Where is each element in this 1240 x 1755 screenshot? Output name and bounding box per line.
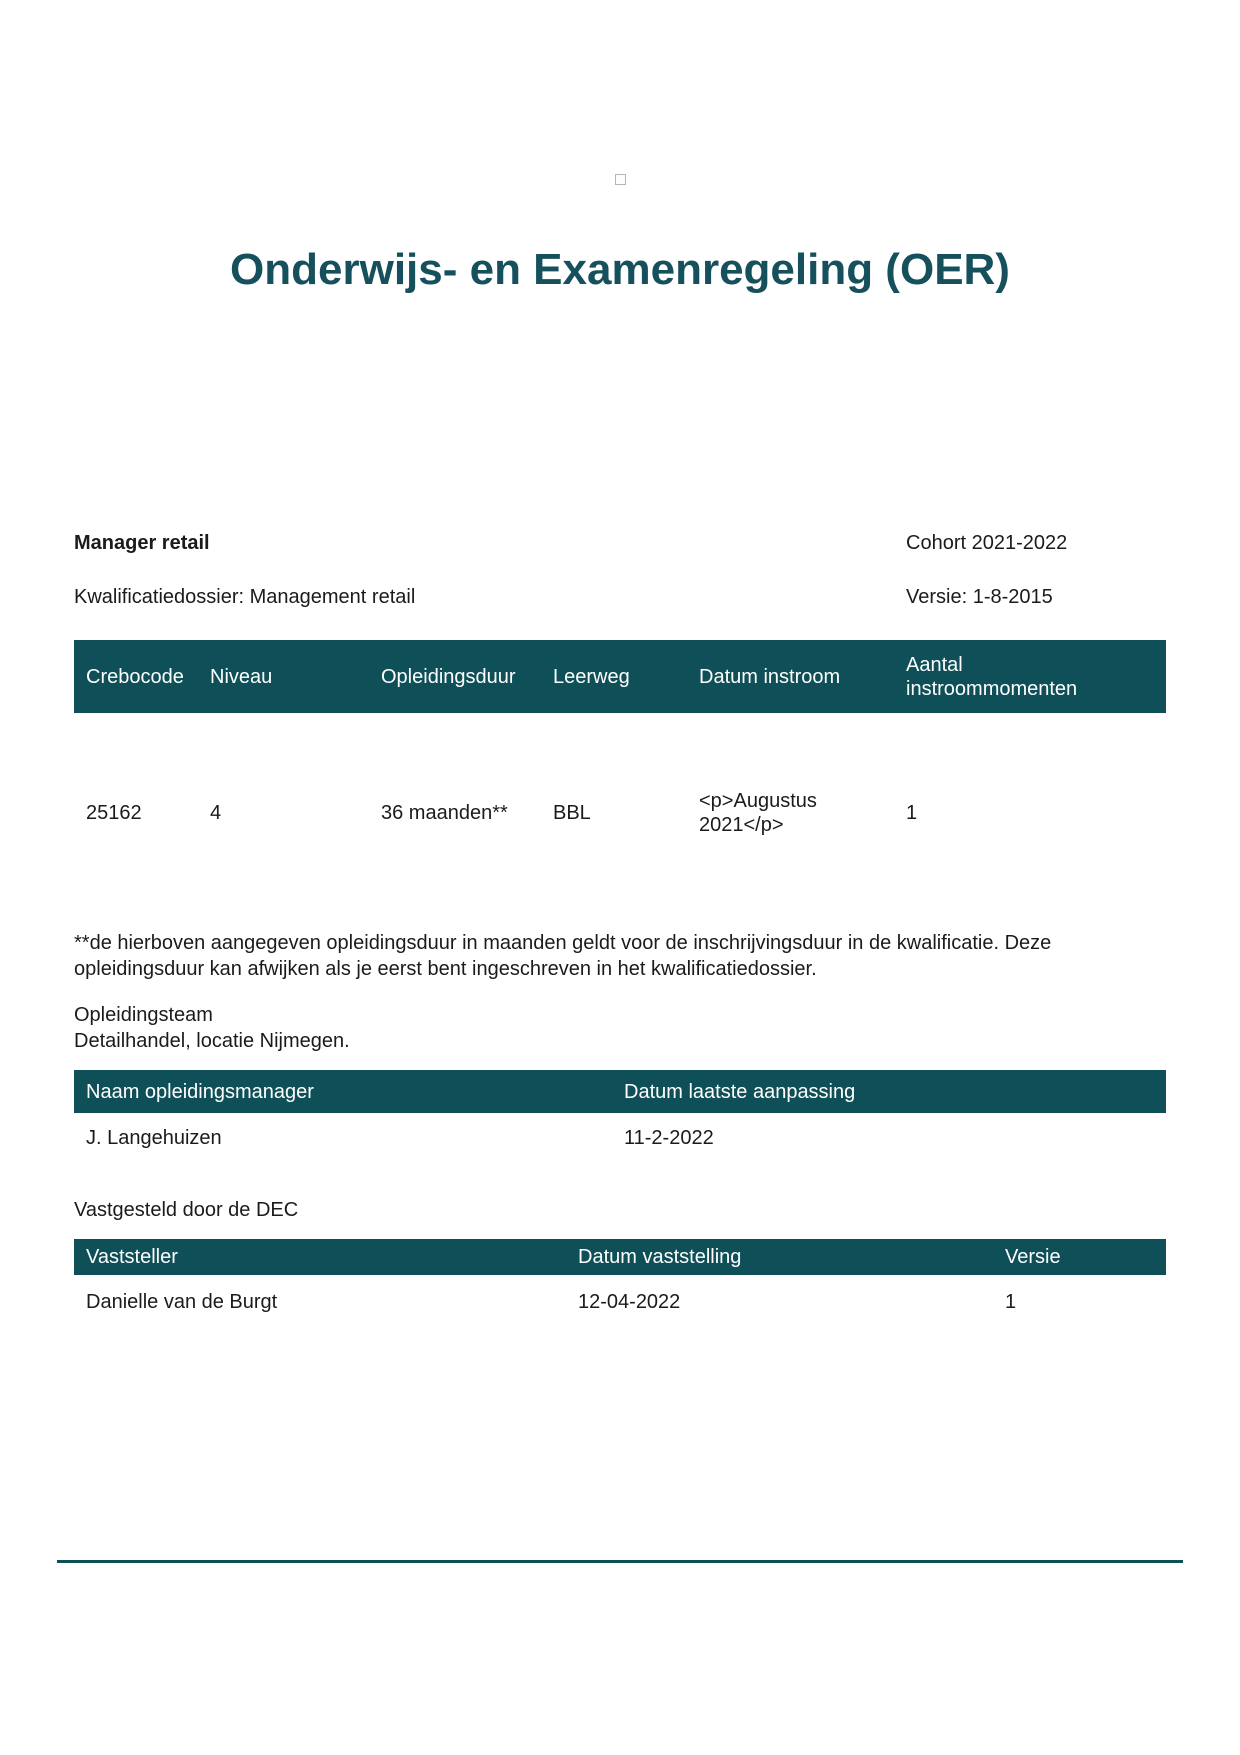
document-content [74,174,1166,1329]
vaststelling-table [74,1239,1166,1329]
program-table [74,640,1166,913]
column-header-vaststeller: Vaststeller [74,1239,566,1275]
manager-table-row [74,1113,1166,1163]
program-table-header-row [74,640,1166,713]
column-header-datum-laatste-aanpassing: Datum laatste aanpassing [612,1070,1166,1113]
cohort-label: Cohort 2021-2022 [906,532,1068,554]
cell-vaststeller: Danielle van de Burgt [86,1291,278,1313]
cell-versie: 1 [1005,1291,1017,1313]
opleidingsteam-block [74,1002,1166,1054]
opleidingsteam-location: Detailhandel, locatie Nijmegen. [74,1030,350,1052]
dossier-label: Kwalificatiedossier: Management retail [74,586,416,608]
broken-image-icon [615,174,626,185]
program-name: Manager retail [74,532,210,554]
program-table-row [74,713,1166,913]
document-title: Onderwijs- en Examenregeling (OER) [230,245,1010,294]
column-header-versie: Versie [993,1239,1166,1275]
vaststelling-table-row [74,1275,1166,1329]
column-header-leerweg: Leerweg [541,640,687,713]
manager-table-header-row [74,1070,1166,1113]
column-header-datum-instroom: Datum instroom [687,640,894,713]
cell-leerweg: BBL [553,802,591,824]
column-header-aantal-instroommomenten [894,640,1166,713]
column-header-naam-opleidingsmanager: Naam opleidingsmanager [74,1070,612,1113]
versie-label: Versie: 1-8-2015 [906,586,1053,608]
column-header-crebocode: Crebocode [74,640,198,713]
opleidingsteam-label: Opleidingsteam [74,1004,213,1026]
program-meta-row [74,531,1166,555]
cell-naam-opleidingsmanager: J. Langehuizen [86,1127,222,1149]
cell-datum-vaststelling: 12-04-2022 [578,1291,681,1313]
vaststelling-table-header-row [74,1239,1166,1275]
cell-opleidingsduur: 36 maanden** [381,802,508,824]
bottom-divider [57,1560,1183,1563]
cell-datum-instroom: <p>Augustus 2021</p> [699,790,817,836]
cell-aantal-instroommomenten: 1 [906,802,918,824]
cell-datum-laatste-aanpassing: 11-2-2022 [624,1127,714,1149]
column-header-datum-vaststelling: Datum vaststelling [566,1239,993,1275]
column-header-niveau: Niveau [198,640,369,713]
dossier-meta-row [74,585,1166,609]
footnote-text: **de hierboven aangegeven opleidingsduur in maanden geldt voor de inschrijvingsduur in de kwalificatie. Deze opleidingsduur kan afwijken als je eerst bent ingeschreven in het kwalificatiedossier. [74,932,1052,980]
manager-table [74,1070,1166,1163]
column-header-opleidingsduur: Opleidingsduur [369,640,541,713]
cell-crebocode: 25162 [86,802,142,824]
cell-niveau: 4 [210,802,222,824]
dec-heading: Vastgesteld door de DEC [74,1199,299,1221]
column-header-aantal-instroommomenten-label: Aantal instroommomenten [906,653,1078,700]
